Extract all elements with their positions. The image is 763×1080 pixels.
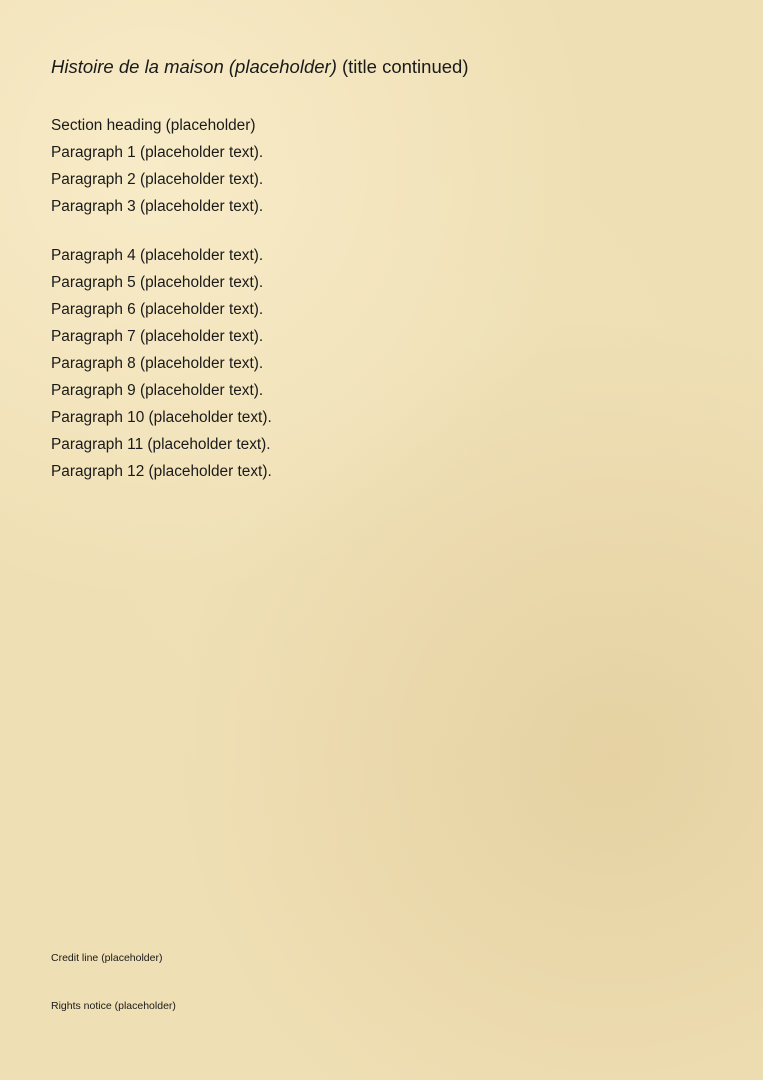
paragraph: Paragraph 11 (placeholder text). — [51, 436, 271, 453]
paragraph: Paragraph 12 (placeholder text). — [51, 463, 272, 480]
paragraph: Paragraph 10 (placeholder text). — [51, 409, 272, 426]
document-page — [51, 54, 717, 489]
page-title — [51, 54, 717, 80]
paragraph: Paragraph 6 (placeholder text). — [51, 301, 264, 318]
rights-notice: Rights notice (placeholder) — [51, 1000, 176, 1012]
paragraph: Paragraph 4 (placeholder text). — [51, 247, 264, 264]
paragraph: Paragraph 1 (placeholder text). — [51, 144, 264, 161]
paragraph: Paragraph 8 (placeholder text). — [51, 355, 264, 372]
author-credit: Credit line (placeholder) — [51, 952, 163, 964]
title-italic: Histoire de la maison (placeholder) — [51, 56, 337, 77]
paragraph: Paragraph 2 (placeholder text). — [51, 171, 264, 188]
title-normal: (title continued) — [342, 56, 469, 77]
section-heading: Section heading (placeholder) — [51, 117, 256, 134]
paragraph: Paragraph 7 (placeholder text). — [51, 328, 264, 345]
paragraph: Paragraph 5 (placeholder text). — [51, 274, 264, 291]
paragraph: Paragraph 3 (placeholder text). — [51, 198, 264, 215]
paragraph: Paragraph 9 (placeholder text). — [51, 382, 264, 399]
